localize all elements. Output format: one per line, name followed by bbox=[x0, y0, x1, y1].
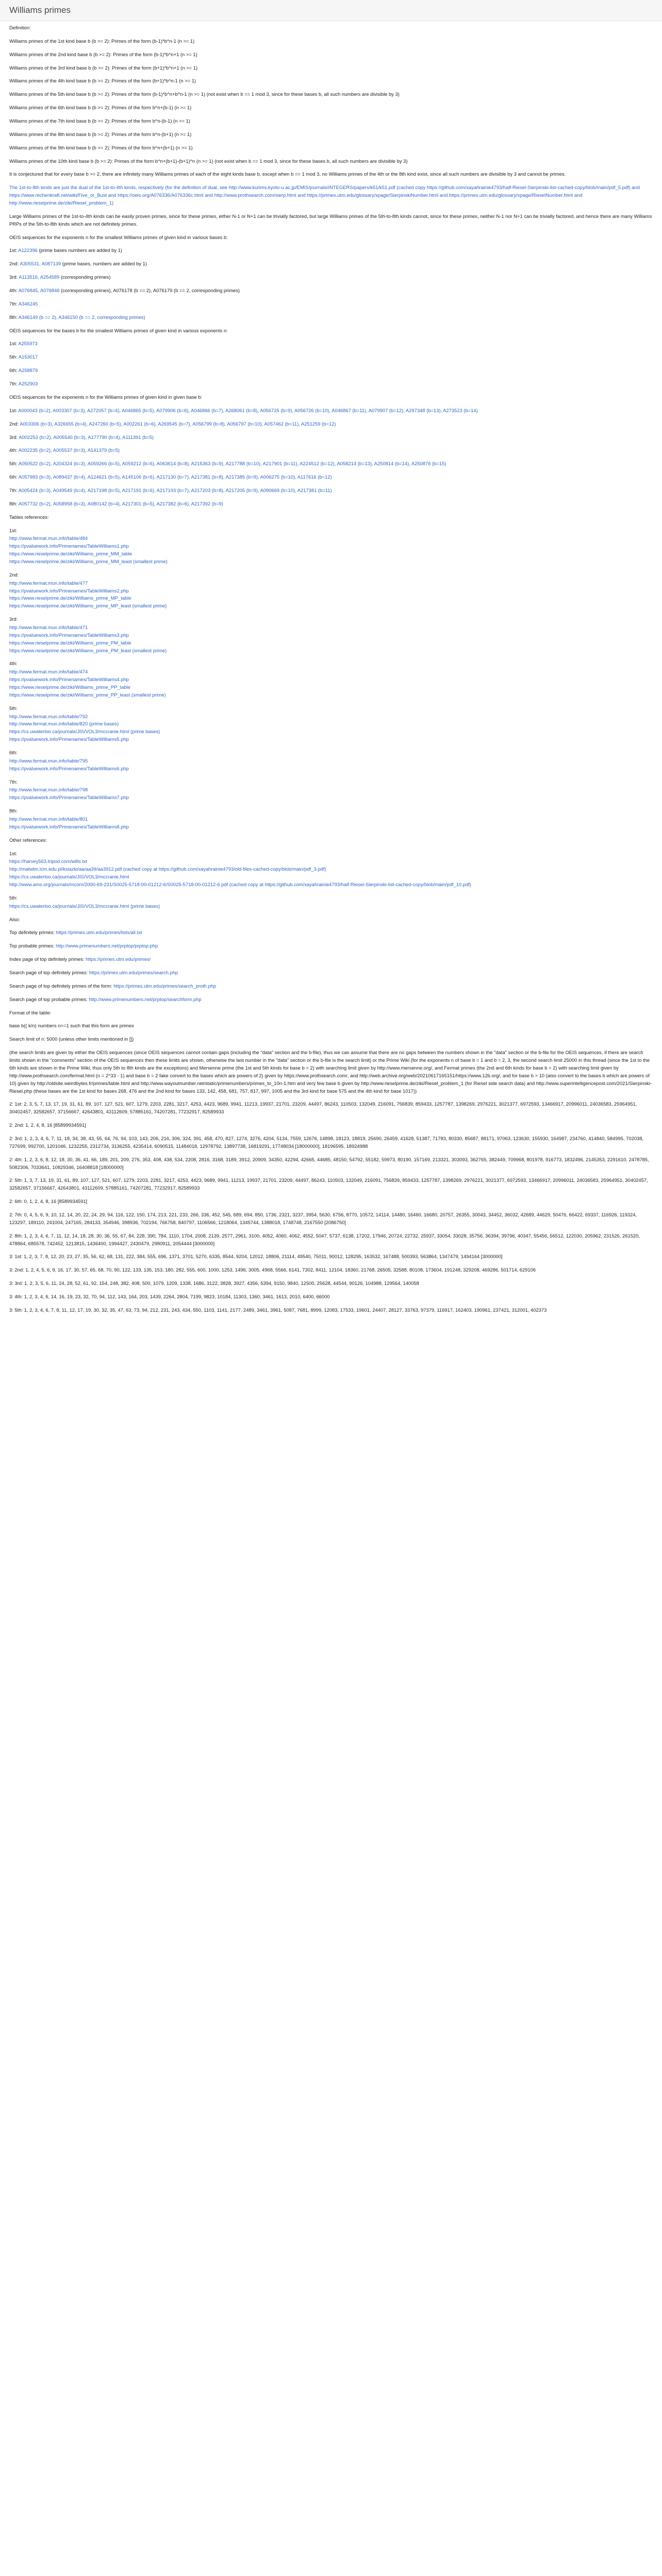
definition-line: Williams primes of the 7th kind base b (b >= 2): Primes of the form b^n-(b-1) (n >= 1) bbox=[9, 118, 190, 124]
oeis-exp-item bbox=[9, 274, 653, 281]
oeis-exp-note: (prime bases, numbers are added by 1) bbox=[62, 261, 147, 267]
tables-link[interactable]: http://www.fermat.mun.info/table/795 bbox=[9, 757, 88, 764]
other-link[interactable]: http://matwbn.icm.edu.pl/ksiazki/aa/aa39/aa3912.pdf (cached copy at https://github.com/xayahrainie4793/old-files-cached-copy/blob/main/pdf_3.pdf) bbox=[9, 866, 326, 872]
page-header bbox=[0, 0, 662, 21]
tables-group-label: 3rd: bbox=[9, 616, 18, 622]
also-text: Index page of top definitely primes: bbox=[9, 956, 86, 962]
definition-line: Williams primes of the 5th kind base b (b >= 2): Primes of the form (b-1)*b^n+b^n-1 (n >= 1) (not exist when b == 1 mod 3, since for these bases b, all such numbers are divisible by 3) bbox=[9, 91, 400, 97]
page-title: Williams primes bbox=[9, 5, 71, 15]
also-item bbox=[9, 929, 653, 937]
other-link[interactable]: https://cs.uwaterloo.ca/journals/JIS/VOL3/mccranie.html (prime bases) bbox=[9, 903, 160, 909]
oeis-exp-link[interactable]: A346149 (b == 2), A346150 (b == 2, corresponding primes) bbox=[18, 314, 145, 320]
other-group-label: 1st: bbox=[9, 850, 18, 856]
oeis-exp-link[interactable]: A122396 bbox=[18, 247, 38, 253]
oeis-exp-list bbox=[9, 247, 653, 321]
tables-group bbox=[9, 807, 653, 831]
definition-line: Williams primes of the 2nd kind base b (b >= 2): Primes of the form (b-1)*b^n+1 (n >= 1) bbox=[9, 51, 197, 57]
oeis-fixed-link[interactable]: A002253 (b=2), A005540 (b=3), A177790 (b=4), A111391 (b=5) bbox=[19, 434, 154, 440]
also-text: Top definitely primes: bbox=[9, 929, 56, 936]
tables-group bbox=[9, 571, 653, 610]
oeis-exp-label: 3rd: bbox=[9, 274, 18, 280]
oeis-base-item bbox=[9, 380, 653, 388]
other-link[interactable]: http://www.ams.org/journals/mcom/2000-69-231/S0025-5718-00-01212-6/S0025-5718-00-01212-6.pdf (cached copy at https://github.com/xayahrainie4793/half-Riesel-Sierpinski-list-cached-copy/blob/main/pdf_10.pdf) bbox=[9, 882, 471, 888]
oeis-base-item bbox=[9, 367, 653, 375]
oeis-exp-heading: OEIS sequences for the exponents n for the smallest Williams primes of given kind in various bases b: bbox=[9, 234, 228, 240]
oeis-fixed-link[interactable]: A050522 (b=2), A204324 (b=3), A059266 (b=5), A059212 (b=6), A063614 (b=8), A215363 (b=9), A217788 (b=10), A217901 (b=11), A224512 (b=12), A058214 (b=13), A250814 (b=14), A250876 (b=15) bbox=[18, 461, 446, 467]
tables-group bbox=[9, 527, 653, 566]
tables-group bbox=[9, 778, 653, 802]
oeis-fixed-item bbox=[9, 447, 653, 454]
other-list bbox=[9, 850, 653, 910]
definition-line: Williams primes of the 3rd kind base b (b >= 2): Primes of the form (b+1)*b^n+1 (n >= 1) bbox=[9, 64, 197, 71]
definition-list bbox=[9, 38, 653, 165]
tables-link[interactable]: http://www.fermat.mun.info/table/801 bbox=[9, 816, 88, 822]
data-row: 2: 3rd: 1, 2, 3, 4, 6, 7, 11, 18, 34, 38, 43, 55, 64, 76, 94, 103, 143, 206, 216, 306, 324, 391, 458, 470, 827, 1274, 3276, 4204, 5134, 7559, 12676, 14898, 18123, 18819, 25690, 26459, 41628, 51387, 71783, 80330, 85687, 88171, 97063, 123630, 155930, 164987, 234760, 414840, 584995, 702038, 727699, 992700, 1201046, 1232255, 2312734, 3136255, 4235414, 6090515, 11484018, 12978792, 13897738, 16819291, 17748034 [18000000], 18196595, 18924988 bbox=[9, 1135, 644, 1149]
oeis-base-label: 5th: bbox=[9, 354, 18, 360]
other-link[interactable]: https://cs.uwaterloo.ca/journals/JIS/VOL3/mccranie.html bbox=[9, 874, 129, 880]
tables-link[interactable]: http://www.fermat.mun.info/table/820 (prime bases) bbox=[9, 721, 119, 727]
oeis-fixed-heading: OEIS sequences for the exponents n for the Williams primes of given kind in given base b: bbox=[9, 394, 203, 400]
tables-link[interactable]: http://www.fermat.mun.info/table/477 bbox=[9, 580, 88, 586]
oeis-fixed-item bbox=[9, 407, 653, 415]
oeis-base-item bbox=[9, 353, 653, 361]
oeis-exp-item bbox=[9, 314, 653, 321]
oeis-fixed-item bbox=[9, 434, 653, 442]
data-row: 2: 4th: 1, 2, 3, 6, 8, 12, 18, 30, 36, 41, 66, 189, 201, 209, 276, 353, 408, 438, 534, 2208, 2816, 3168, 3189, 3912, 20909, 34350, 42294, 42665, 44685, 48150, 54792, 55182, 59973, 80190, 157169, 213321, 303093, 362765, 382449, 709968, 801978, 916773, 1832496, 2145353, 2291610, 2478785, 5082306, 7033641, 10829346, 16408818 [18000000] bbox=[9, 1156, 649, 1170]
oeis-exp-link[interactable]: A113516, A254589 bbox=[19, 274, 60, 280]
also-link[interactable]: https://primes.utm.edu/primes/ bbox=[86, 956, 151, 962]
also-item bbox=[9, 969, 653, 977]
tables-link[interactable]: https://www.rieselprime.de/ziki/Williams_prime_MP_table bbox=[9, 595, 131, 601]
oeis-fixed-item bbox=[9, 487, 653, 495]
format-heading: Format of the table: bbox=[9, 1009, 52, 1015]
other-group-label: 5th: bbox=[9, 894, 18, 901]
tables-link[interactable]: http://www.fermat.mun.info/table/792 bbox=[9, 713, 88, 719]
oeis-base-label: 1st: bbox=[9, 341, 18, 347]
tables-heading: Tables references: bbox=[9, 514, 49, 520]
oeis-exp-item bbox=[9, 247, 653, 255]
tables-link[interactable]: https://pvaluework.info/Primenames/TableWilliams2.php bbox=[9, 587, 129, 594]
data-row: 2: 5th: 1, 3, 7, 13, 19, 31, 61, 89, 107, 127, 521, 607, 1279, 2203, 2281, 3217, 4253, 4423, 9689, 9941, 11213, 19937, 21701, 23209, 44497, 86243, 110503, 132049, 216091, 756839, 859433, 1257787, 1398269, 2976221, 3021377, 6972593, 13466917, 20996011, 24036583, 25964951, 30402457, 32582657, 37156667, 42643801, 43112609, 57885161, 74207281, 77232917, 82589933 bbox=[9, 1177, 648, 1191]
also-heading: Also: bbox=[9, 916, 20, 922]
oeis-fixed-item bbox=[9, 500, 653, 508]
oeis-base-label: 7th: bbox=[9, 381, 18, 387]
also-link[interactable]: https://primes.utm.edu/primes/search_proth.php bbox=[113, 982, 217, 989]
data-row: 3: 4th: 1, 2, 3, 4, 6, 14, 16, 19, 23, 32, 70, 94, 112, 143, 164, 203, 1439, 2264, 2804, 7199, 9823, 10184, 11303, 1360, 3461, 1613, 2010, 6400, 66000 bbox=[9, 1293, 330, 1299]
oeis-fixed-label: 5th: bbox=[9, 461, 18, 467]
other-group bbox=[9, 894, 653, 910]
oeis-base-link[interactable]: A255973 bbox=[18, 341, 38, 347]
oeis-exp-item bbox=[9, 287, 653, 295]
format-notes: (the search limits are given by either the OEIS sequences (since OEIS sequences cannot contain gaps (including the "data" section and the b-file), thus we can assume that there are no gaps between the numbers shown in the "data" section or the b-file for the OEIS sequences, if there are search limits shown in the "comments" section of the OEIS sequences then these limits are shown, otherwise the last number in the "data" section or the b-file is the search limit) or the Prime Wiki (for the exponents n of base b = 1 and b = 2, 3, the second search limit 25000 in this thread (since the 1st to the 6th kinds are shown in the Prime Wiki, thus only 5th to 8th kinds are the exceptions) and Mersenne prime (the 1st and 5th kinds for base b = 2) with searching limit given by http://www.mersenne.org/, and Fermat primes (the 2nd and 6th kinds for base b = 2) with searching limit given by http://www.prothsearch.com/fermat.html (n = 2^33 - 1) and base b = 2 fake convert to the bases which are powers of 2) given by https://www.prothsearch.com/, and http://web.archive.org/web/20210617165151/https://www.12b.org/, and for base b > 10 (also convert to the bases b which are powers of 10) given by http://oldsite.weirdbytes.fr/primes/table.html and http://www.wayoutnumber.net/static/primenumbers/primes_to_10n-1.htm and very few base b given by http://www.rieselprime.de/ziki/Riesel_problem_1 (for Riesel side search data) and http://www.superintelligencepost.com/2021/Sierpinski-Riesel.php (these bases are the 1st kind for bases 268, 476 and the 2nd kind for bases 133, 142, 458, 681, 757, 817, 997, 1005 and the 3rd kind for base 575 and the 4th kind for base 1017)) bbox=[9, 1049, 652, 1094]
oeis-base-item bbox=[9, 340, 653, 348]
tables-link[interactable]: http://www.fermat.mun.info/table/798 bbox=[9, 787, 88, 793]
also-link[interactable]: http://www.primenumbers.net/prptop/searchform.php bbox=[89, 996, 202, 1002]
also-link[interactable]: https://primes.utm.edu/primes/search.php bbox=[89, 970, 178, 976]
sources-paragraph-1[interactable]: The 1st-to-8th kinds are just the dual of the 1st-to-4th kinds, respectively (for the definition of dual, see http://www.kurims.kyoto-u.ac.jp/EMIS/journals/INTEGERS/papers/k51/k51.pdf (cached copy https://github.com/xayahrainie4793/half-Riesel-Sierpinski-list-cached-copy/blob/main/pdf_5.pdf) and https://www.rechenkraft.net/wiki/Five_or_Bust and https://oeis.org/A076336/A076336c.html and http://www.prothsearch.com/sierp.html and https://primes.utm.edu/glossary/xpage/SierpinskiNumber.html and https://primes.utm.edu/glossary/xpage/RieselNumber.html and http://www.rieselprime.de/ziki/Riesel_problem_1) bbox=[9, 184, 640, 206]
oeis-fixed-label: 4th: bbox=[9, 447, 18, 453]
tables-group bbox=[9, 749, 653, 773]
data-row: 2: 6th: 0, 1, 2, 4, 8, 16 [8589934591] bbox=[9, 1198, 88, 1205]
also-item bbox=[9, 996, 653, 1004]
tables-link[interactable]: https://www.rieselprime.de/ziki/Williams_prime_PP_least (smallest prime) bbox=[9, 691, 166, 698]
definition-heading: Definition: bbox=[9, 25, 31, 30]
tables-link[interactable]: http://www.fermat.mun.info/table/484 bbox=[9, 535, 88, 541]
data-row: 2: 2nd: 1, 2, 4, 8, 16 [85899934591] bbox=[9, 1122, 86, 1128]
other-heading: Other references: bbox=[9, 837, 47, 843]
definition-line: Williams primes of the 1st kind base b (b >= 2): Primes of the form (b-1)*b^n-1 (n >= 1) bbox=[9, 38, 195, 44]
data-rows bbox=[9, 1100, 653, 1314]
tables-group-label: 2nd: bbox=[9, 571, 19, 578]
oeis-exp-link[interactable]: A076845, A076846 bbox=[18, 287, 60, 294]
tables-group bbox=[9, 616, 653, 654]
tables-group-label: 1st: bbox=[9, 527, 18, 533]
format-line-1: base b(( k/n) numbers n>=1 such that this form are primes bbox=[9, 1023, 134, 1029]
data-row: 3: 5th: 1, 2, 3, 4, 6, 7, 8, 11, 12, 17, 19, 30, 32, 35, 47, 63, 73, 94, 212, 231, 243, 434, 550, 1103, 1141, 2177, 2489, 3461, 3961, 5087, 7681, 8999, 12083, 17533, 19601, 24407, 28127, 33763, 97379, 116917, 162403, 190961, 237421, 312001, 402373 bbox=[9, 1307, 547, 1313]
oeis-fixed-label: 8th: bbox=[9, 500, 18, 506]
data-row: 3: 3rd: 1, 2, 3, 5, 6, 11, 24, 28, 52, 61, 92, 154, 248, 382, 408, 500, 1079, 1209, 1338, 1686, 3122, 3828, 3927, 4356, 5394, 9150, 9840, 12500, 25628, 44544, 90126, 104988, 129564, 140058 bbox=[9, 1280, 419, 1286]
tables-link[interactable]: https://pvaluework.info/Primenames/TableWilliams3.php bbox=[9, 632, 129, 638]
tables-link[interactable]: http://www.fermat.mun.info/table/471 bbox=[9, 624, 88, 630]
document-body bbox=[0, 21, 662, 1314]
other-link[interactable]: https://harvey563.tripod.com/wills.txt bbox=[9, 858, 88, 865]
oeis-fixed-link[interactable]: A000043 (b=2), A003307 (b=3), A272057 (b=4), A046865 (b=5), A079906 (b=6), A046866 (b=7), A268061 (b=8), A056725 (b=9), A056726 (b=10), A046867 (b=11), A079907 (b=12), A297348 (b=13), A273523 (b=14) bbox=[18, 407, 478, 413]
oeis-fixed-item bbox=[9, 460, 653, 468]
data-row: 2: 8th: 1, 2, 3, 4, 6, 7, 11, 12, 14, 18, 28, 30, 36, 55, 67, 84, 228, 390, 784, 1110, 1704, 2008, 2139, 2577, 2961, 3100, 4052, 4060, 4062, 4552, 5047, 5737, 6138, 17202, 17946, 20724, 22732, 25937, 33054, 33028, 35756, 36394, 39796, 40347, 55456, 56512, 122030, 205962, 231526, 261520, 478864, 685578, 742452, 1213815, 1436400, 1994427, 2430479, 2980911, 2054444 [3000000] bbox=[9, 1232, 640, 1246]
data-row: 2: 7th: 0, 4, 5, 6, 9, 10, 12, 14, 20, 22, 24, 29, 94, 116, 122, 150, 174, 213, 221, 233, 266, 336, 452, 545, 689, 694, 850, 1736, 2321, 3237, 3954, 5630, 6756, 8770, 10572, 14114, 14480, 16460, 16680, 20757, 26355, 30043, 34452, 36032, 42689, 44629, 50476, 66422, 69337, 116926, 119324, 123297, 189110, 241004, 247165, 284133, 354946, 398936, 702194, 766758, 840797, 1106566, 1218064, 1345744, 1388018, 1748748, 2167550 [2086750] bbox=[9, 1211, 637, 1225]
oeis-base-link[interactable]: A153017 bbox=[18, 354, 38, 360]
tables-link[interactable]: https://pvaluework.info/Primenames/TableWilliams6.php bbox=[9, 765, 129, 771]
tables-link[interactable]: https://pvaluework.info/Primenames/TableWilliams7.php bbox=[9, 794, 129, 801]
oeis-exp-label: 7th: bbox=[9, 300, 18, 307]
oeis-fixed-label: 2nd: bbox=[9, 420, 19, 427]
tables-link[interactable]: https://www.rieselprime.de/ziki/Williams_prime_MM_table bbox=[9, 551, 133, 557]
definition-line: Williams primes of the 9th kind base b (b >= 2): Primes of the form b^n+(b+1) (n >= 1) bbox=[9, 144, 193, 150]
oeis-fixed-list bbox=[9, 407, 653, 508]
tables-list bbox=[9, 527, 653, 831]
oeis-fixed-label: 7th: bbox=[9, 487, 18, 493]
also-item bbox=[9, 982, 653, 990]
format-line-2: Search limit of n: 5000 (unless other limits mentioned in []) bbox=[9, 1036, 134, 1042]
also-item bbox=[9, 942, 653, 950]
oeis-fixed-item bbox=[9, 473, 653, 481]
definition-line: Williams primes of the 8th kind base b (b >= 2): Primes of the form b^n-(b+1) (n >= 1) bbox=[9, 131, 192, 137]
oeis-exp-note: (corresponding primes), A076178 (b == 2), A076179 (b == 2, corresponding primes) bbox=[61, 287, 240, 294]
also-link[interactable]: http://www.primenumbers.net/prptop/prptop.php bbox=[56, 943, 158, 949]
oeis-fixed-label: 3rd: bbox=[9, 434, 18, 440]
oeis-fixed-label: 6th: bbox=[9, 474, 18, 480]
oeis-exp-item bbox=[9, 260, 653, 268]
oeis-base-link[interactable]: A258879 bbox=[18, 367, 38, 374]
tables-link[interactable]: https://pvaluework.info/Primenames/TableWilliams4.php bbox=[9, 676, 129, 683]
tables-group bbox=[9, 705, 653, 743]
oeis-exp-label: 4th: bbox=[9, 287, 18, 294]
definition-line: Williams primes of the 10th kind base b (b >= 2): Primes of the form b^n+(b+1)-(b+1)^n (n >= 1) (not exist when b == 1 mod 3, since for these bases b, all such numbers are divisible by 3) bbox=[9, 158, 408, 164]
oeis-exp-note: (prime bases numbers are added by 1) bbox=[39, 247, 122, 253]
tables-link[interactable]: https://www.rieselprime.de/ziki/Williams_prime_PP_table bbox=[9, 684, 130, 690]
tables-group-label: 7th: bbox=[9, 778, 18, 785]
tables-link[interactable]: https://pvaluework.info/Primenames/TableWilliams8.php bbox=[9, 823, 129, 829]
definition-line: Williams primes of the 4th kind base b (b >= 2): Primes of the form (b+1)*b^n-1 (n >= 1) bbox=[9, 78, 196, 84]
tables-group bbox=[9, 660, 653, 699]
data-row: 3: 1st: 1, 2, 3, 7, 8, 12, 20, 23, 27, 35, 56, 62, 68, 131, 222, 384, 555, 696, 1371, 3701, 5270, 6335, 8544, 9204, 12012, 18806, 21114, 49540, 75011, 90012, 128295, 163532, 167488, 500393, 563864, 1347479, 1494164 [3000000] bbox=[9, 1253, 503, 1260]
also-text: Search page of top definitely primes of the form: bbox=[9, 982, 114, 989]
oeis-exp-note: (corresponding primes) bbox=[60, 274, 111, 280]
oeis-exp-link[interactable]: A305531, A087139 bbox=[20, 261, 61, 267]
oeis-exp-item bbox=[9, 300, 653, 308]
oeis-fixed-label: 1st: bbox=[9, 407, 18, 413]
definition-line: Williams primes of the 6th kind base b (b >= 2): Primes of the form b^n+(b-1) (n >= 1) bbox=[9, 105, 192, 111]
oeis-fixed-link[interactable]: A002235 (b=2), A005537 (b=3), A141379 (b=5) bbox=[18, 447, 120, 453]
conjecture-text: It is conjectured that for every base b >= 2, there are infinitely many Williams primes of each of the eight kinds base b, except when b == 1 mod 3, no Williams primes of the 4th or the 8th kind exist, since all such numbers are divisible by 3 and cannot be primes. bbox=[9, 171, 566, 177]
oeis-fixed-link[interactable]: A057732 (b=2), A058958 (b=3), A080142 (b=4), A217301 (b=5), A217382 (b=6), A217392 (b=9) bbox=[18, 500, 223, 506]
tables-group-label: 4th: bbox=[9, 660, 18, 667]
also-text: Search page of top probable primes: bbox=[9, 996, 89, 1002]
tables-link[interactable]: http://www.fermat.mun.info/table/474 bbox=[9, 669, 88, 675]
also-item bbox=[9, 956, 653, 963]
oeis-base-heading: OEIS sequences for the bases b for the smallest Williams primes of given kind in various exponents n: bbox=[9, 327, 228, 333]
tables-link[interactable]: https://www.rieselprime.de/ziki/Williams_prime_PM_table bbox=[9, 639, 131, 646]
oeis-fixed-link[interactable]: A005424 (b=3), A049549 (b=4), A217198 (b=5), A217191 (b=6), A217193 (b=7), A217203 (b=8), A217205 (b=9), A090669 (b=10), A217381 (b=11) bbox=[18, 487, 332, 493]
oeis-exp-label: 8th: bbox=[9, 314, 18, 320]
oeis-fixed-link[interactable]: A003306 (b=3), A326655 (b=4), A247260 (b=5), A002261 (b=6), A269545 (b=7), A056799 (b=8), A056797 (b=10), A057462 (b=11), A251259 (b=12) bbox=[20, 420, 336, 427]
other-group bbox=[9, 850, 653, 889]
oeis-base-label: 6th: bbox=[9, 367, 18, 374]
tables-group-label: 8th: bbox=[9, 808, 18, 814]
tables-group-label: 6th: bbox=[9, 750, 18, 755]
also-list bbox=[9, 929, 653, 1003]
tables-link[interactable]: https://www.rieselprime.de/ziki/Williams_prime_MM_least (smallest prime) bbox=[9, 558, 168, 564]
tables-link[interactable]: https://pvaluework.info/Primenames/TableWilliams5.php bbox=[9, 736, 129, 742]
tables-link[interactable]: https://pvaluework.info/Primenames/TableWilliams1.php bbox=[9, 543, 129, 549]
sources-paragraph-2: Large Williams primes of the 1st-to-4th kinds can be easily proven primes, since for these primes, either N-1 or N+1 can be trivially factored, but large Williams primes of the 5th-to-8th kinds cannot, since for these primes, neither N-1 nor N+1 can be trivially factored, and hence there are many Williams PRPs of the 5th-to-8th kinds which are not definitely primes. bbox=[9, 213, 652, 227]
oeis-fixed-link[interactable]: A057983 (b=3), A089437 (b=4), A124621 (b=5), A145106 (b=6), A217130 (b=7), A217381 (b=8), A217385 (b=9), A006275 (b=10), A117616 (b=12) bbox=[18, 474, 332, 480]
also-text: Search page of top definitely primes: bbox=[9, 970, 89, 976]
data-row: 2: 1st: 2, 3, 5, 7, 13, 17, 19, 31, 61, 89, 107, 127, 521, 607, 1279, 2203, 2281, 3217, 4253, 4423, 9689, 9941, 11213, 19937, 21701, 23209, 44497, 86243, 110503, 132049, 216091, 756839, 859433, 1257787, 1398269, 2976221, 3021377, 6972593, 13466917, 20996011, 24036583, 25964951, 30402457, 32582657, 37156667, 42643801, 43112609, 57885161, 74207281, 77232917, 82589933 bbox=[9, 1101, 637, 1115]
tables-link[interactable]: https://www.rieselprime.de/ziki/Williams_prime_MP_least (smallest prime) bbox=[9, 603, 167, 609]
data-row: 3: 2nd: 1, 2, 4, 5, 6, 9, 16, 17, 30, 57, 65, 68, 70, 90, 122, 133, 135, 153, 180, 282, 555, 600, 1000, 1253, 1496, 3005, 4968, 5566, 6141, 7302, 8411, 12104, 18360, 21768, 26505, 32588, 80108, 173604, 191248, 329208, 469286, 501714, 629106 bbox=[9, 1267, 536, 1273]
tables-link[interactable]: https://www.rieselprime.de/ziki/Williams_prime_PM_least (smallest prime) bbox=[9, 647, 167, 653]
oeis-exp-link[interactable]: A346245 bbox=[18, 300, 38, 307]
also-link[interactable]: https://primes.utm.edu/primes/lists/all.txt bbox=[56, 929, 142, 936]
oeis-base-list bbox=[9, 340, 653, 387]
also-text: Top probable primes: bbox=[9, 943, 56, 949]
oeis-exp-label: 2nd: bbox=[9, 261, 19, 267]
tables-group-label: 5th: bbox=[9, 705, 18, 711]
tables-link[interactable]: https://cs.uwaterloo.ca/journals/JIS/VOL3/mccranie.html (prime bases) bbox=[9, 728, 160, 735]
oeis-exp-label: 1st: bbox=[9, 247, 18, 253]
oeis-base-link[interactable]: A252903 bbox=[18, 381, 38, 387]
oeis-fixed-item bbox=[9, 420, 653, 428]
